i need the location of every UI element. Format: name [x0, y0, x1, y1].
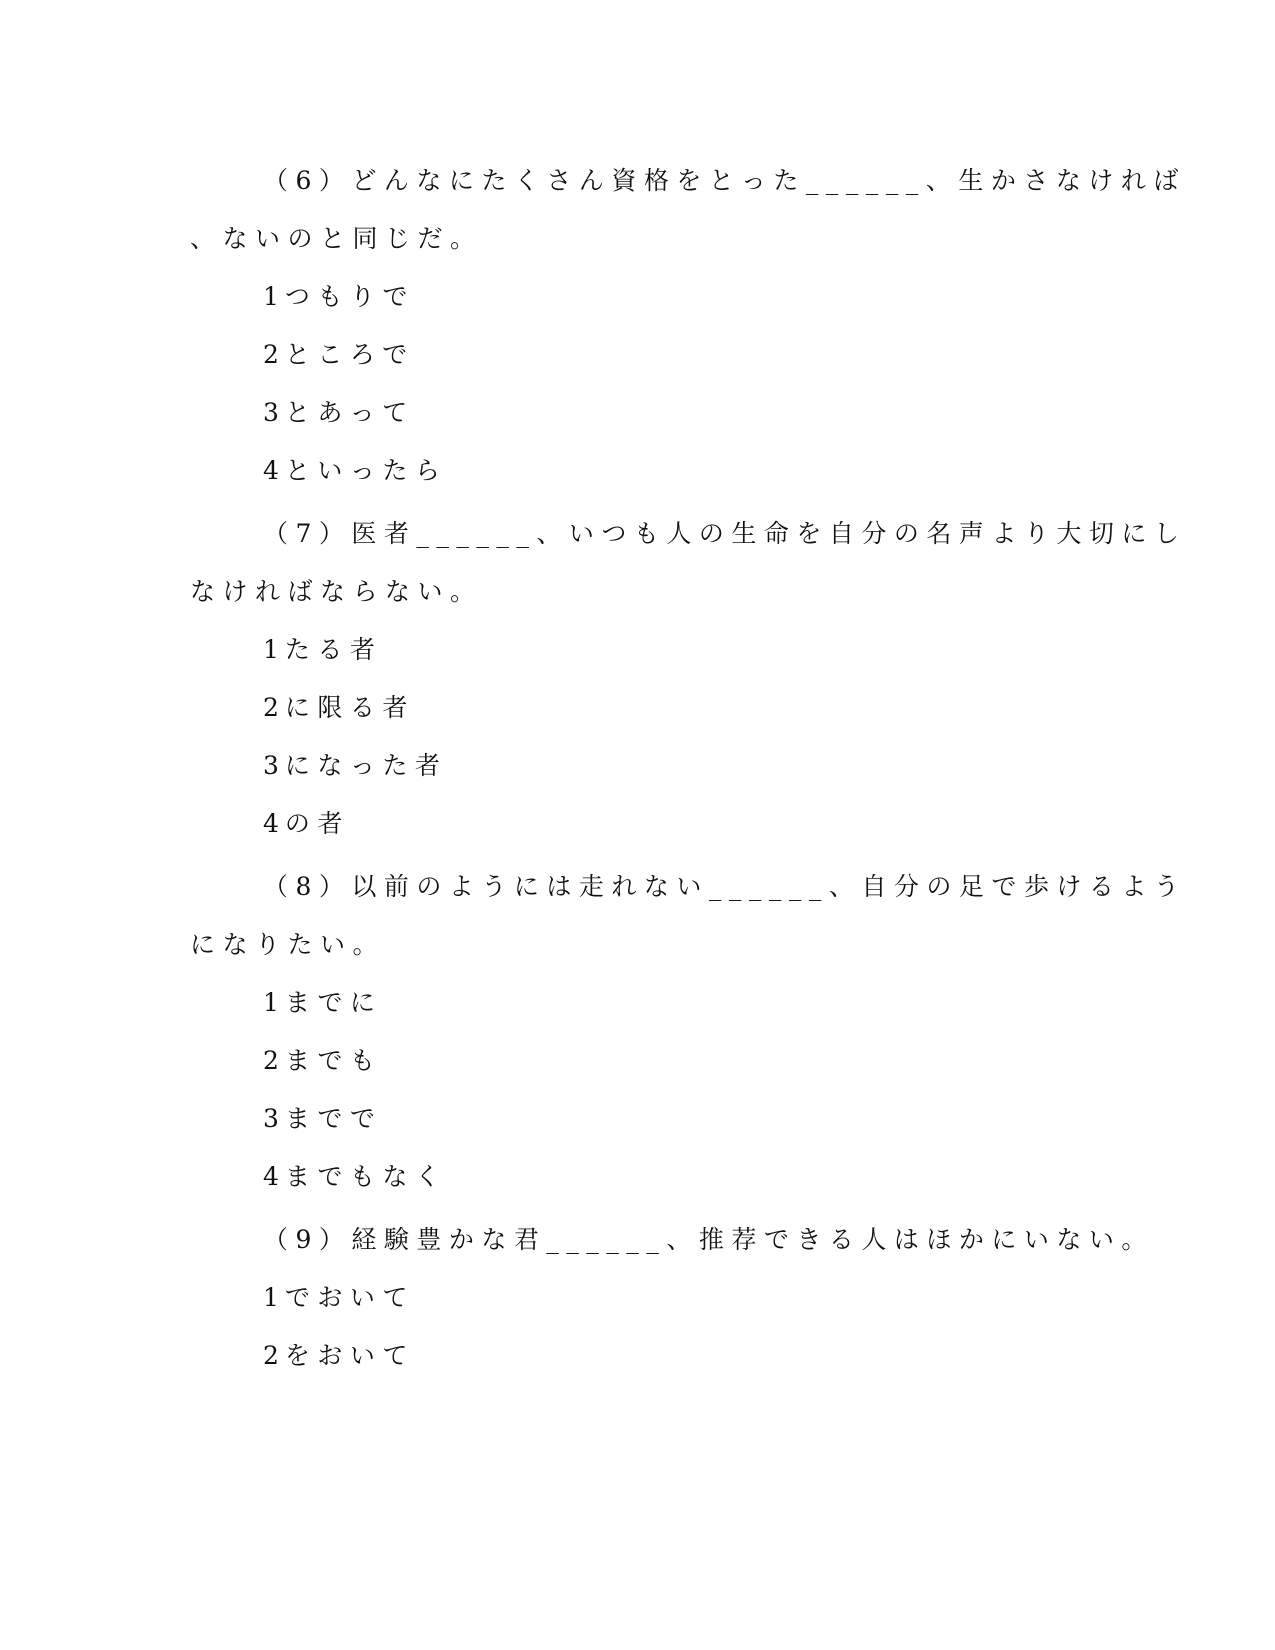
option-text: までで — [284, 1104, 383, 1133]
option-item — [263, 1162, 447, 1192]
option-number: 2 — [263, 1341, 279, 1370]
option-text: に限る者 — [284, 693, 415, 722]
option-text: でおいて — [284, 1283, 415, 1312]
question-7-line-2: なければならない。 — [190, 577, 483, 606]
option-item — [263, 398, 415, 428]
option-number: 2 — [263, 693, 279, 722]
option-item — [263, 1104, 382, 1134]
option-number: 4 — [263, 809, 279, 838]
option-item — [263, 1046, 382, 1076]
question-9-line-1 — [263, 1225, 1154, 1255]
question-7-line-1 — [263, 519, 1186, 549]
option-item — [263, 1341, 415, 1371]
question-number: （9） — [263, 1225, 352, 1254]
question-number: （8） — [263, 872, 352, 901]
question-text: 以前のようには走れない______、自分の足で歩けるよう — [351, 872, 1187, 901]
question-6-line-2: 、ないのと同じだ。 — [190, 224, 483, 253]
option-text: までに — [284, 988, 383, 1017]
option-number: 2 — [263, 340, 279, 369]
option-text: までも — [284, 1046, 383, 1075]
option-number: 3 — [263, 751, 279, 780]
question-text: 経験豊かな君______、推荐できる人はほかにいない。 — [351, 1225, 1154, 1254]
question-number: （7） — [263, 519, 352, 548]
question-8-line-1 — [263, 872, 1186, 902]
option-number: 3 — [263, 398, 279, 427]
option-number: 1 — [263, 635, 279, 664]
option-text: といったら — [284, 456, 448, 485]
option-item — [263, 751, 447, 781]
option-item — [263, 456, 447, 486]
option-item — [263, 1283, 415, 1313]
question-text: 医者______、いつも人の生命を自分の名声より大切にし — [351, 519, 1187, 548]
option-text: たる者 — [284, 635, 383, 664]
option-text: までもなく — [284, 1162, 448, 1191]
question-number: （6） — [263, 166, 352, 195]
option-text: をおいて — [284, 1341, 415, 1370]
option-number: 1 — [263, 1283, 279, 1312]
option-item — [263, 988, 382, 1018]
question-6-line-1 — [263, 166, 1186, 196]
option-number: 4 — [263, 1162, 279, 1191]
option-item — [263, 282, 415, 312]
option-item — [263, 809, 350, 839]
option-number: 2 — [263, 1046, 279, 1075]
option-item — [263, 693, 415, 723]
option-number: 1 — [263, 988, 279, 1017]
option-text: つもりで — [284, 282, 415, 311]
option-item — [263, 635, 382, 665]
option-number: 4 — [263, 456, 279, 485]
option-text: になった者 — [284, 751, 448, 780]
option-item — [263, 340, 415, 370]
option-text: の者 — [284, 809, 350, 838]
question-text: どんなにたくさん資格をとった______、生かさなければ — [351, 166, 1186, 195]
option-text: とあって — [284, 398, 415, 427]
option-text: ところで — [284, 340, 415, 369]
option-number: 3 — [263, 1104, 279, 1133]
option-number: 1 — [263, 282, 279, 311]
question-8-line-2: になりたい。 — [190, 930, 386, 959]
